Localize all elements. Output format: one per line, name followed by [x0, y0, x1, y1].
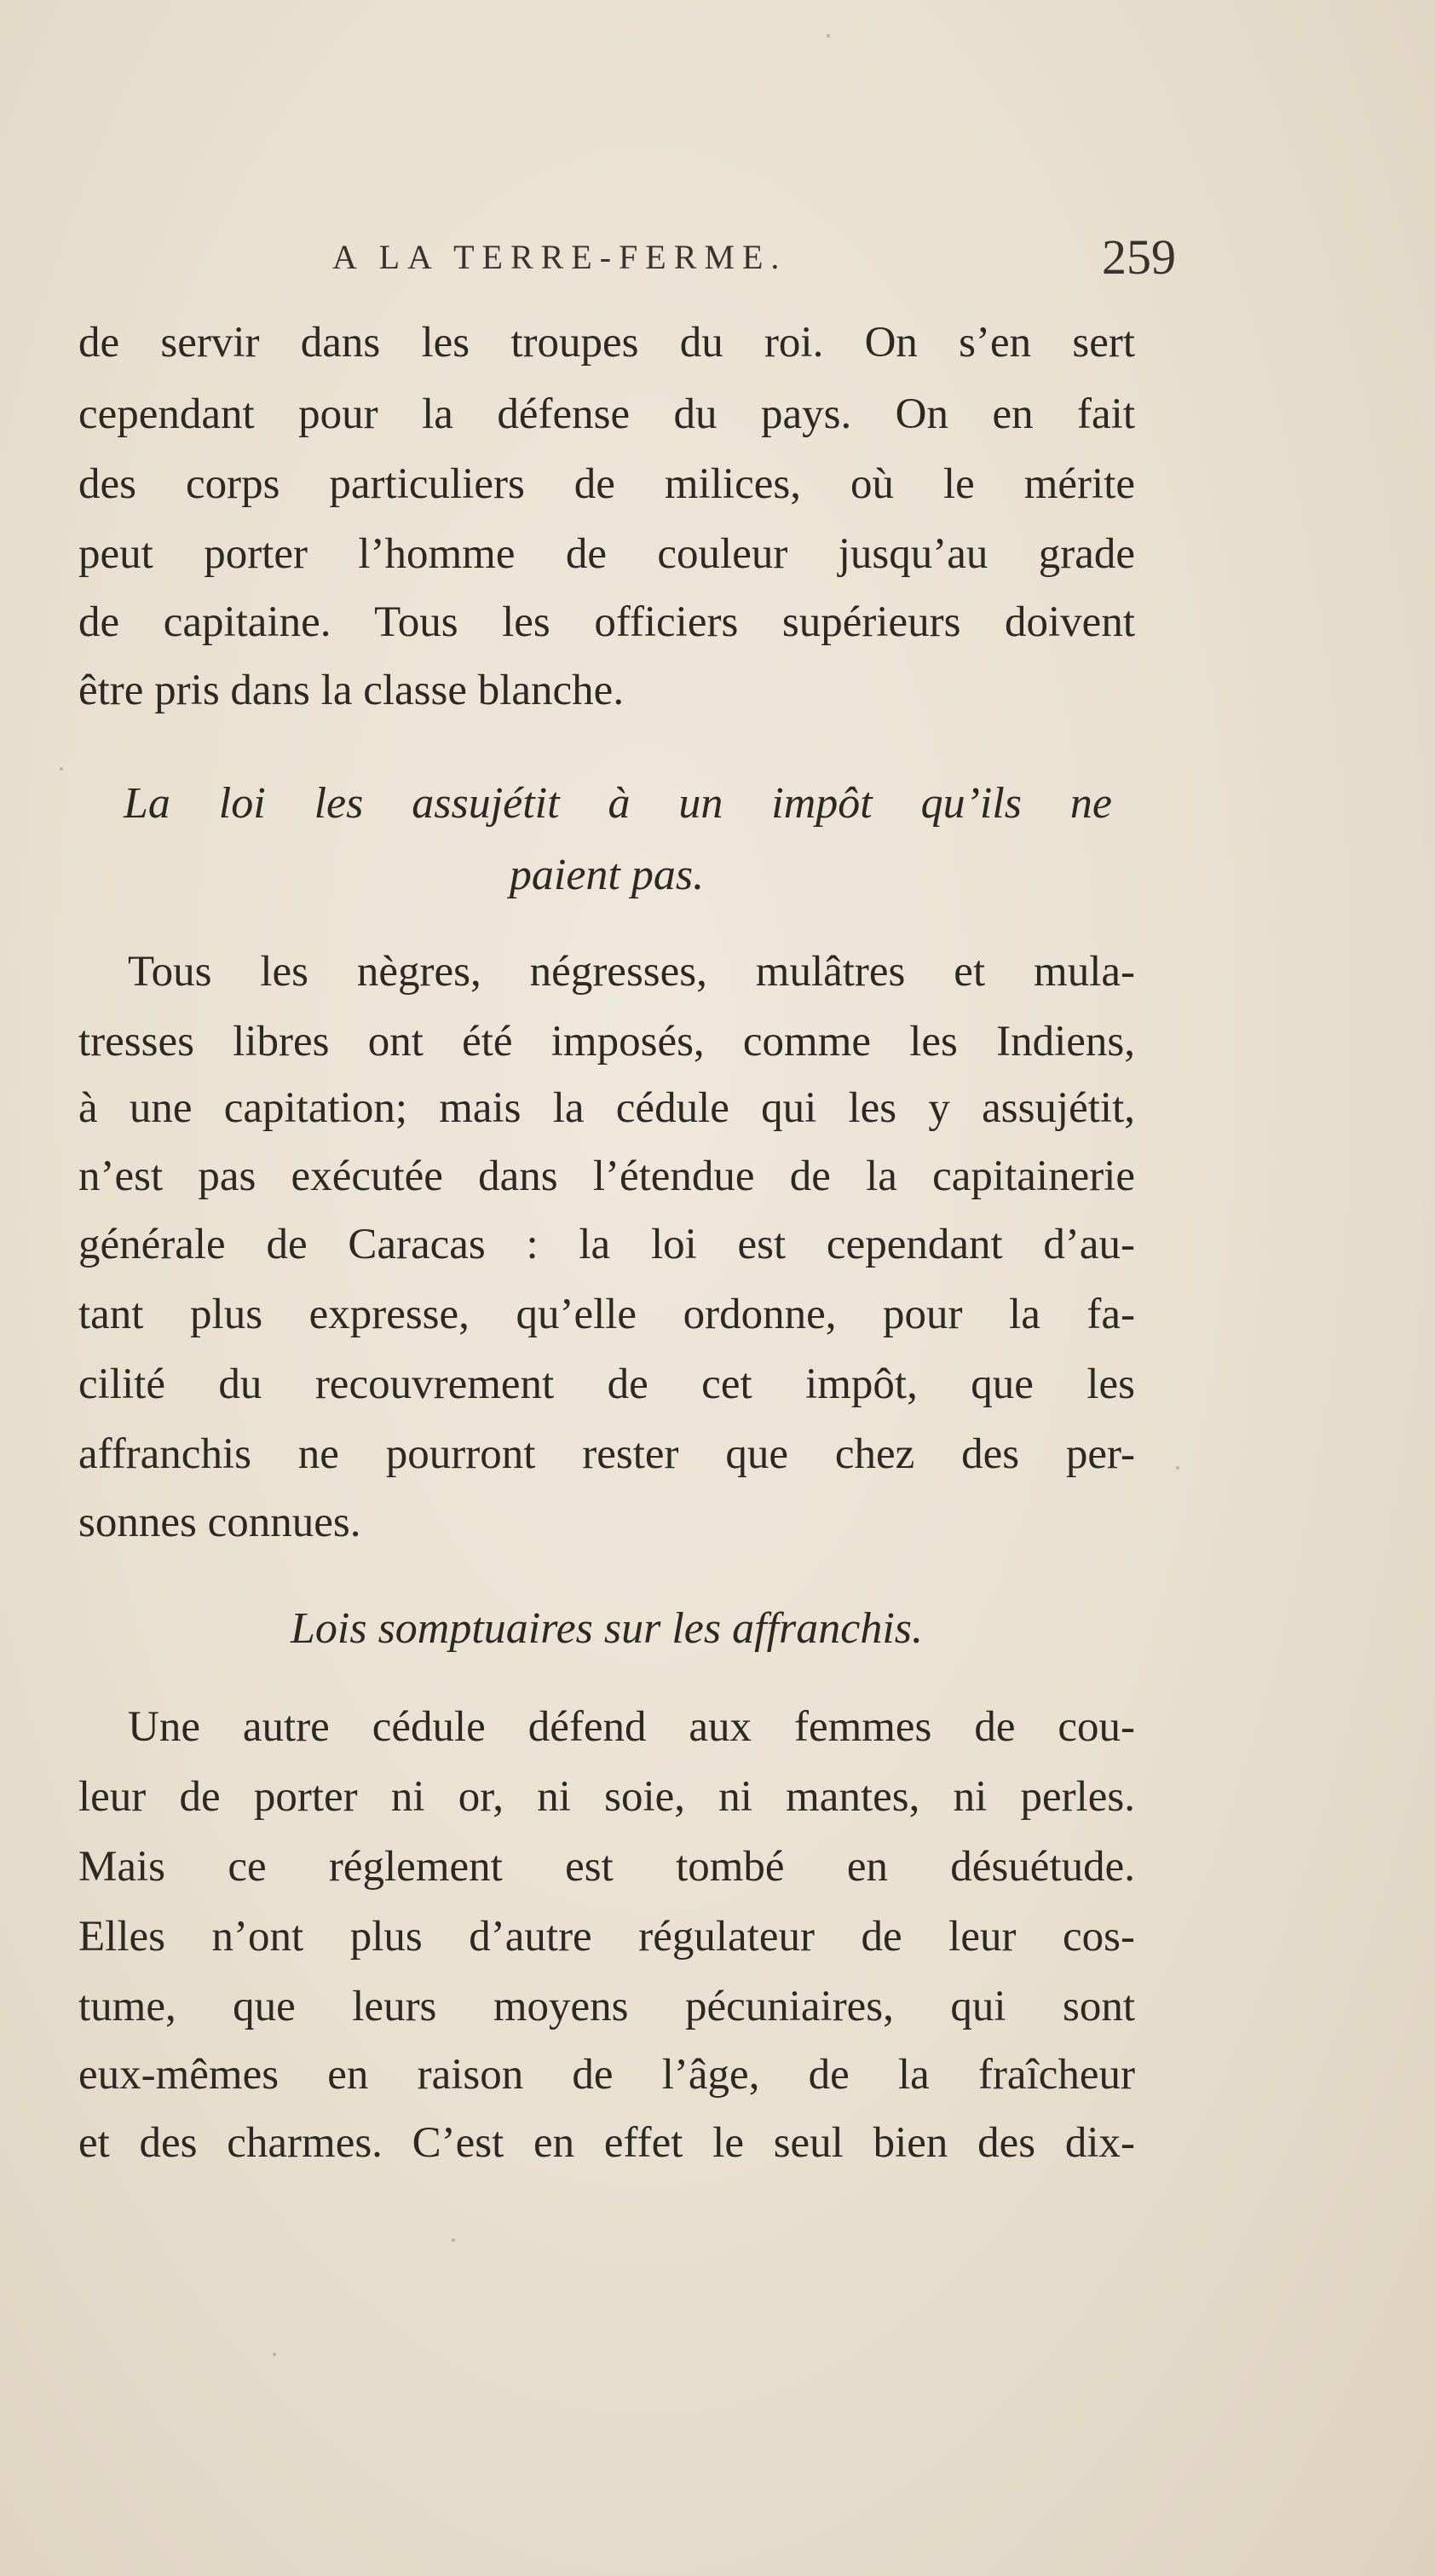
text-line: n’est pas exécutée dans l’étendue de la capitainerie [78, 1152, 1135, 1200]
page-number: 259 [1102, 229, 1176, 285]
text-line: de capitaine. Tous les officiers supérieurs doivent [78, 598, 1135, 646]
text-line: Tous les nègres, négresses, mulâtres et mula- [128, 948, 1135, 996]
text-line: des corps particuliers de milices, où le mérite [78, 460, 1135, 508]
running-head [77, 228, 1176, 297]
paper-speck [60, 767, 63, 771]
paper-speck [1176, 1466, 1179, 1470]
text-line: sonnes connues. [78, 1499, 361, 1546]
text-line: affranchis ne pourront rester que chez des per- [78, 1430, 1135, 1478]
heading-line: paient pas. [509, 851, 705, 899]
text-line: tume, que leurs moyens pécuniaires, qui sont [78, 1983, 1135, 2030]
text-line: cilité du recouvrement de cet impôt, que les [78, 1360, 1135, 1408]
text-line: cependant pour la défense du pays. On en fait [78, 390, 1135, 438]
heading-line: Lois somptuaires sur les affranchis. [290, 1604, 924, 1653]
text-line: tant plus expresse, qu’elle ordonne, pour la fa- [78, 1291, 1135, 1338]
running-title: A LA TERRE-FERME. [332, 238, 787, 276]
paper-speck [273, 2353, 276, 2356]
text-line: Une autre cédule défend aux femmes de cou- [128, 1703, 1135, 1751]
text-line: et des charmes. C’est en effet le seul bien des dix- [78, 2119, 1135, 2167]
text-line: générale de Caracas : la loi est cependant d’au- [78, 1221, 1135, 1268]
text-line: leur de porter ni or, ni soie, ni mantes, ni perles. [78, 1773, 1135, 1821]
text-line: Elles n’ont plus d’autre régulateur de leur cos- [78, 1913, 1135, 1961]
text-line: être pris dans la classe blanche. [78, 667, 625, 714]
paper-speck [452, 2238, 455, 2242]
text-line: peut porter l’homme de couleur jusqu’au grade [78, 530, 1135, 578]
text-line: Mais ce réglement est tombé en désuétude. [78, 1843, 1135, 1891]
text-line: eux-mêmes en raison de l’âge, de la fraîcheur [78, 2051, 1135, 2099]
paper-speck [827, 34, 830, 38]
text-line: à une capitation; mais la cédule qui les y assujétit, [78, 1084, 1135, 1132]
text-line: de servir dans les troupes du roi. On s’en sert [78, 319, 1135, 367]
heading-line: La loi les assujétit à un impôt qu’ils ne [124, 779, 1112, 828]
text-line: tresses libres ont été imposés, comme les Indiens, [78, 1018, 1135, 1066]
